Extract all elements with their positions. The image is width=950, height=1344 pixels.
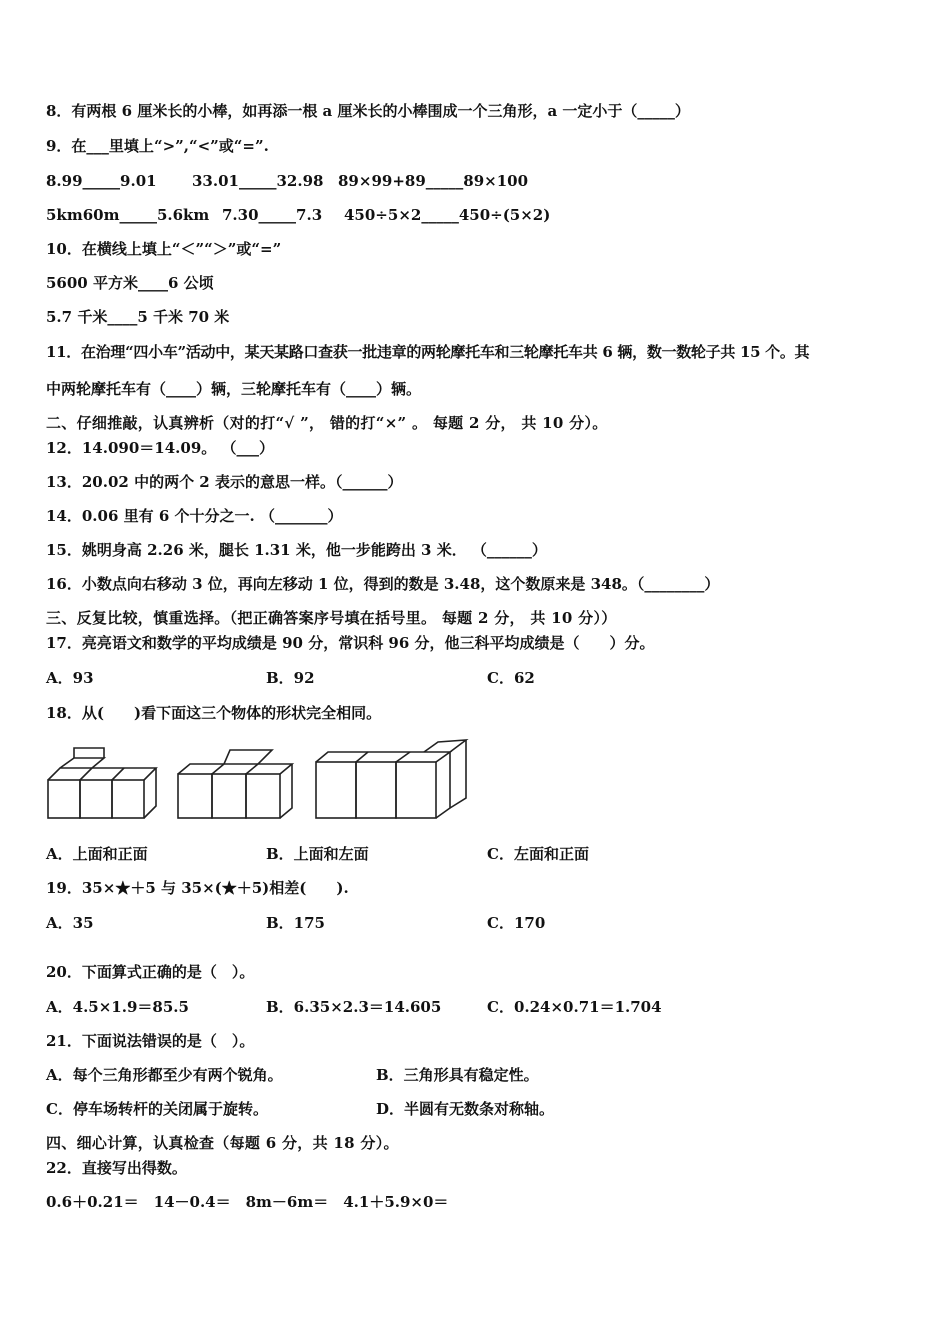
q17-option: A．93: [46, 669, 94, 687]
q9-item: 450÷5×2_____450÷(5×2): [344, 206, 551, 224]
q21-option: C．停车场转杆的关闭属于旋转。: [46, 1100, 268, 1118]
question-13: 13．20.02 中的两个 2 表示的意思一样。（______）: [46, 473, 403, 491]
question-9: 9．在___里填上“>”,“<”或“=”.: [46, 137, 269, 155]
question-11-line2: 中两轮摩托车有（____）辆，三轮摩托车有（____）辆。: [46, 380, 422, 398]
q9-item: 33.01_____32.98: [192, 172, 324, 190]
q21-option: D．半圆有无数条对称轴。: [376, 1100, 555, 1118]
q18-option: A．上面和正面: [46, 845, 148, 863]
q9-item: 5km60m_____5.6km: [46, 206, 210, 224]
q20-option: C．0.24×0.71＝1.704: [487, 998, 662, 1016]
question-16: 16．小数点向右移动 3 位，再向左移动 1 位，得到的数是 3.48，这个数原来是 348。（________）: [46, 575, 720, 593]
q17-option: C．62: [487, 669, 535, 687]
question-19: 19．35×★＋5 与 35×(★＋5)相差( ).: [46, 879, 349, 897]
three-block-objects-figure: [44, 738, 474, 822]
q21-option: B．三角形具有稳定性。: [376, 1066, 539, 1084]
q19-option: B．175: [266, 914, 325, 932]
section-3-heading: 三、反复比较，慎重选择。（把正确答案序号填在括号里。 每题 2 分， 共 10 分））: [46, 609, 617, 627]
q9-item: 7.30_____7.3: [222, 206, 323, 224]
block-object-3: [314, 738, 474, 822]
block-object-2: [174, 738, 298, 822]
q19-option: C．170: [487, 914, 546, 932]
section-2-heading: 二、仔细推敲，认真辨析（对的打“√ ”， 错的打“×” 。 每题 2 分， 共 10 分）。: [46, 414, 608, 432]
section-4-heading: 四、细心计算，认真检查（每题 6 分，共 18 分）。: [46, 1134, 399, 1152]
q18-option: B．上面和左面: [266, 845, 369, 863]
question-15: 15．姚明身高 2.26 米，腿长 1.31 米，他一步能跨出 3 米． （______）: [46, 541, 547, 559]
q19-option: A．35: [46, 914, 94, 932]
question-12: 12．14.090＝14.09。 （___）: [46, 439, 274, 457]
question-21: 21．下面说法错误的是（ ）。: [46, 1032, 255, 1050]
question-8: 8．有两根 6 厘米长的小棒，如再添一根 a 厘米长的小棒围成一个三角形，a 一定小于（_____）: [46, 102, 690, 120]
q9-item: 89×99+89_____89×100: [338, 172, 529, 190]
question-22-expressions: 0.6＋0.21＝ 14－0.4＝ 8m－6m＝ 4.1＋5.9×0＝: [46, 1193, 449, 1211]
question-22: 22．直接写出得数。: [46, 1159, 187, 1177]
block-object-1: [44, 738, 160, 822]
q9-item: 8.99_____9.01: [46, 172, 157, 190]
question-17: 17．亮亮语文和数学的平均成绩是 90 分，常识科 96 分，他三科平均成绩是（ ）分。: [46, 634, 655, 652]
question-11-line1: 11．在治理“四小车”活动中，某天某路口查获一批违章的两轮摩托车和三轮摩托车共 6 辆，数一数轮子共 15 个。其: [46, 343, 810, 361]
q21-option: A．每个三角形都至少有两个锐角。: [46, 1066, 283, 1084]
question-10-a: 5600 平方米____6 公顷: [46, 274, 214, 292]
q18-option: C．左面和正面: [487, 845, 589, 863]
question-10: 10．在横线上填上“＜”“＞”或“=”: [46, 240, 282, 258]
question-14: 14．0.06 里有 6 个十分之一. （_______）: [46, 507, 343, 525]
q20-option: A．4.5×1.9＝85.5: [46, 998, 189, 1016]
question-18: 18．从( )看下面这三个物体的形状完全相同。: [46, 704, 382, 722]
q17-option: B．92: [266, 669, 315, 687]
q20-option: B．6.35×2.3＝14.605: [266, 998, 442, 1016]
question-10-b: 5.7 千米____5 千米 70 米: [46, 308, 230, 326]
question-20: 20．下面算式正确的是（ ）。: [46, 963, 255, 981]
